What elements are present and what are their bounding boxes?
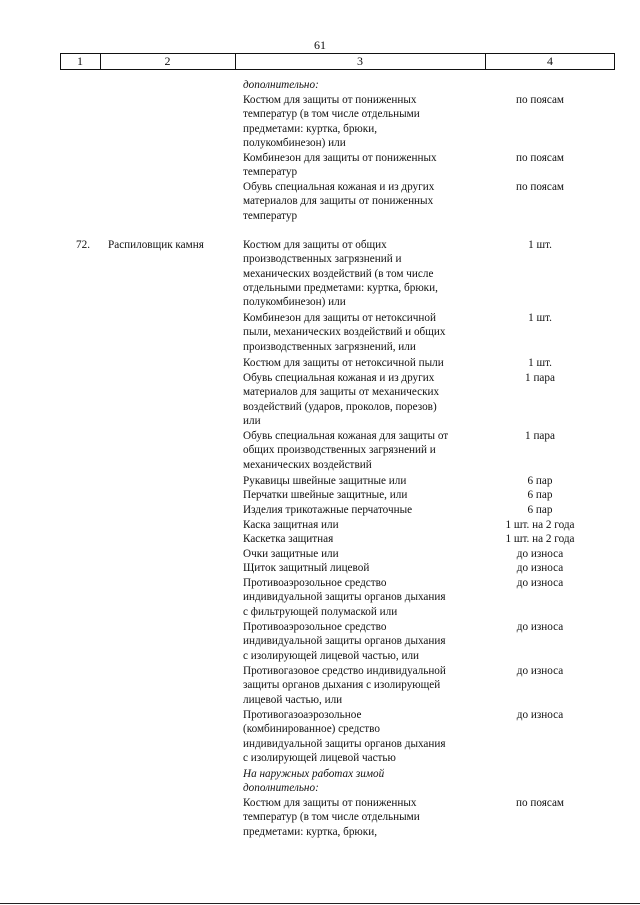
item-description-line: индивидуальной защиты органов дыхания xyxy=(243,591,446,604)
item-description xyxy=(243,576,493,619)
header-col-3: 3 xyxy=(357,54,363,68)
issue-norm: 1 шт. xyxy=(528,239,552,251)
item-description xyxy=(243,518,493,532)
item-description-line: температур xyxy=(243,209,298,222)
table-header xyxy=(60,53,615,70)
item-description-line: общих производственных загрязнений и xyxy=(243,444,436,457)
item-description-line: Костюм для защиты от нетоксичной пыли xyxy=(243,357,444,369)
item-description-line: дополнительно: xyxy=(243,79,319,91)
item-description-line: с изолирующей лицевой частью xyxy=(243,751,396,764)
item-description-line: Противогазоаэрозольное xyxy=(243,709,362,721)
item-description-line: Перчатки швейные защитные, или xyxy=(243,489,408,501)
item-description-line: полукомбинезон) или xyxy=(243,136,346,149)
item-description-line: производственных загрязнений и xyxy=(243,253,402,266)
profession-name: Распиловщик камня xyxy=(108,239,204,251)
row-number: 72. xyxy=(76,239,90,251)
issue-norm: до износа xyxy=(516,665,564,677)
issue-norm: 1 шт. xyxy=(528,312,552,324)
item-description-line: материалов для защиты от механических xyxy=(243,386,440,399)
item-description-line: Костюм для защиты от пониженных xyxy=(243,797,417,809)
item-description-line: индивидуальной защиты органов дыхания xyxy=(243,635,446,648)
item-description xyxy=(243,503,493,517)
issue-norm: по поясам xyxy=(515,181,565,193)
item-description xyxy=(243,311,493,354)
issue-norm: по поясам xyxy=(515,152,565,164)
issue-norm: 6 пар xyxy=(527,504,553,516)
item-description xyxy=(243,664,493,707)
item-description-line: производственных загрязнений, или xyxy=(243,340,416,353)
header-col-4: 4 xyxy=(547,54,553,68)
item-description-line: температур (в том числе отдельными xyxy=(243,811,420,824)
item-description-line: Комбинезон для защиты от пониженных xyxy=(243,152,437,164)
item-description-line: Противогазовое средство индивидуальной xyxy=(243,665,446,677)
issue-norm: 6 пар xyxy=(527,489,553,501)
issue-norm: до износа xyxy=(516,709,564,721)
item-description xyxy=(243,429,493,472)
item-description-line: Противоаэрозольное средство xyxy=(243,621,387,633)
item-description-line: Обувь специальная кожаная и из других xyxy=(243,372,435,384)
item-description-line: предметами: куртка, брюки, xyxy=(243,122,377,135)
item-description xyxy=(243,620,493,663)
item-description-line: дополнительно: xyxy=(243,782,319,795)
item-description xyxy=(243,561,493,575)
issue-norm: 1 пара xyxy=(525,372,555,384)
item-description-line: температур (в том числе отдельными xyxy=(243,108,420,121)
page-number: 61 xyxy=(314,38,326,52)
item-description-line: материалов для защиты от пониженных xyxy=(243,195,434,208)
item-description xyxy=(243,238,493,309)
item-description xyxy=(243,532,493,546)
issue-norm: до износа xyxy=(516,562,564,574)
item-description-line: или xyxy=(243,414,261,427)
item-description-line: Щиток защитный лицевой xyxy=(243,562,370,574)
item-description-line: Костюм для защиты от общих xyxy=(243,239,387,251)
issue-norm: по поясам xyxy=(515,94,565,106)
item-description-line: (комбинированное) средство xyxy=(243,723,380,736)
item-description-line: с фильтрующей полумаской или xyxy=(243,605,398,618)
issue-norm: 1 пара xyxy=(525,430,555,442)
item-description xyxy=(243,547,493,561)
item-description-line: индивидуальной защиты органов дыхания xyxy=(243,737,446,750)
header-divider xyxy=(614,54,615,69)
item-description-line: Костюм для защиты от пониженных xyxy=(243,94,417,106)
item-description xyxy=(243,708,493,765)
issue-norm: 1 шт. на 2 года xyxy=(505,519,575,531)
item-description-line: температур xyxy=(243,166,298,179)
item-description-line: защиты органов дыхания с изолирующей xyxy=(243,679,441,692)
item-description-line: Обувь специальная кожаная и из других xyxy=(243,181,435,193)
item-description-line: отдельными предметами: куртка, брюки, xyxy=(243,281,438,294)
issue-norm: по поясам xyxy=(515,797,565,809)
item-description-line: лицевой частью, или xyxy=(243,693,343,706)
issue-norm: до износа xyxy=(516,577,564,589)
item-description xyxy=(243,356,493,370)
issue-norm: 1 шт. на 2 года xyxy=(505,533,575,545)
condition-note xyxy=(243,767,493,796)
page-bottom-edge xyxy=(0,903,640,904)
item-description xyxy=(243,93,493,150)
item-description-line: Противоаэрозольное средство xyxy=(243,577,387,589)
item-description-line: Каскетка защитная xyxy=(243,533,334,545)
item-description xyxy=(243,474,493,488)
item-description-line: Рукавицы швейные защитные или xyxy=(243,475,407,487)
item-description-line: На наружных работах зимой xyxy=(243,768,385,780)
item-description-line: Очки защитные или xyxy=(243,548,339,560)
item-description-line: Комбинезон для защиты от нетоксичной xyxy=(243,312,436,324)
item-description-line: полукомбинезон) или xyxy=(243,296,346,309)
item-description-line: с изолирующей лицевой частью, или xyxy=(243,649,420,662)
item-description xyxy=(243,151,493,180)
item-description-line: пыли, механических воздействий и общих xyxy=(243,326,446,339)
header-col-2: 2 xyxy=(164,54,171,68)
item-description xyxy=(243,180,493,223)
issue-norm: до износа xyxy=(516,548,564,560)
condition-note xyxy=(243,78,493,92)
header-col-1: 1 xyxy=(77,54,83,68)
item-description xyxy=(243,488,493,502)
issue-norm: 6 пар xyxy=(527,475,553,487)
item-description-line: механических воздействий xyxy=(243,458,372,471)
item-description-line: Каска защитная или xyxy=(243,519,339,531)
item-description-line: Изделия трикотажные перчаточные xyxy=(243,504,413,516)
item-description xyxy=(243,796,493,839)
item-description-line: предметами: куртка, брюки, xyxy=(243,825,377,838)
issue-norm: 1 шт. xyxy=(528,357,552,369)
issue-norm: до износа xyxy=(516,621,564,633)
item-description-line: Обувь специальная кожаная для защиты от xyxy=(243,430,449,442)
item-description-line: воздействий (ударов, проколов, порезов) xyxy=(243,400,437,413)
item-description xyxy=(243,371,493,428)
item-description-line: механических воздействий (в том числе xyxy=(243,267,434,280)
